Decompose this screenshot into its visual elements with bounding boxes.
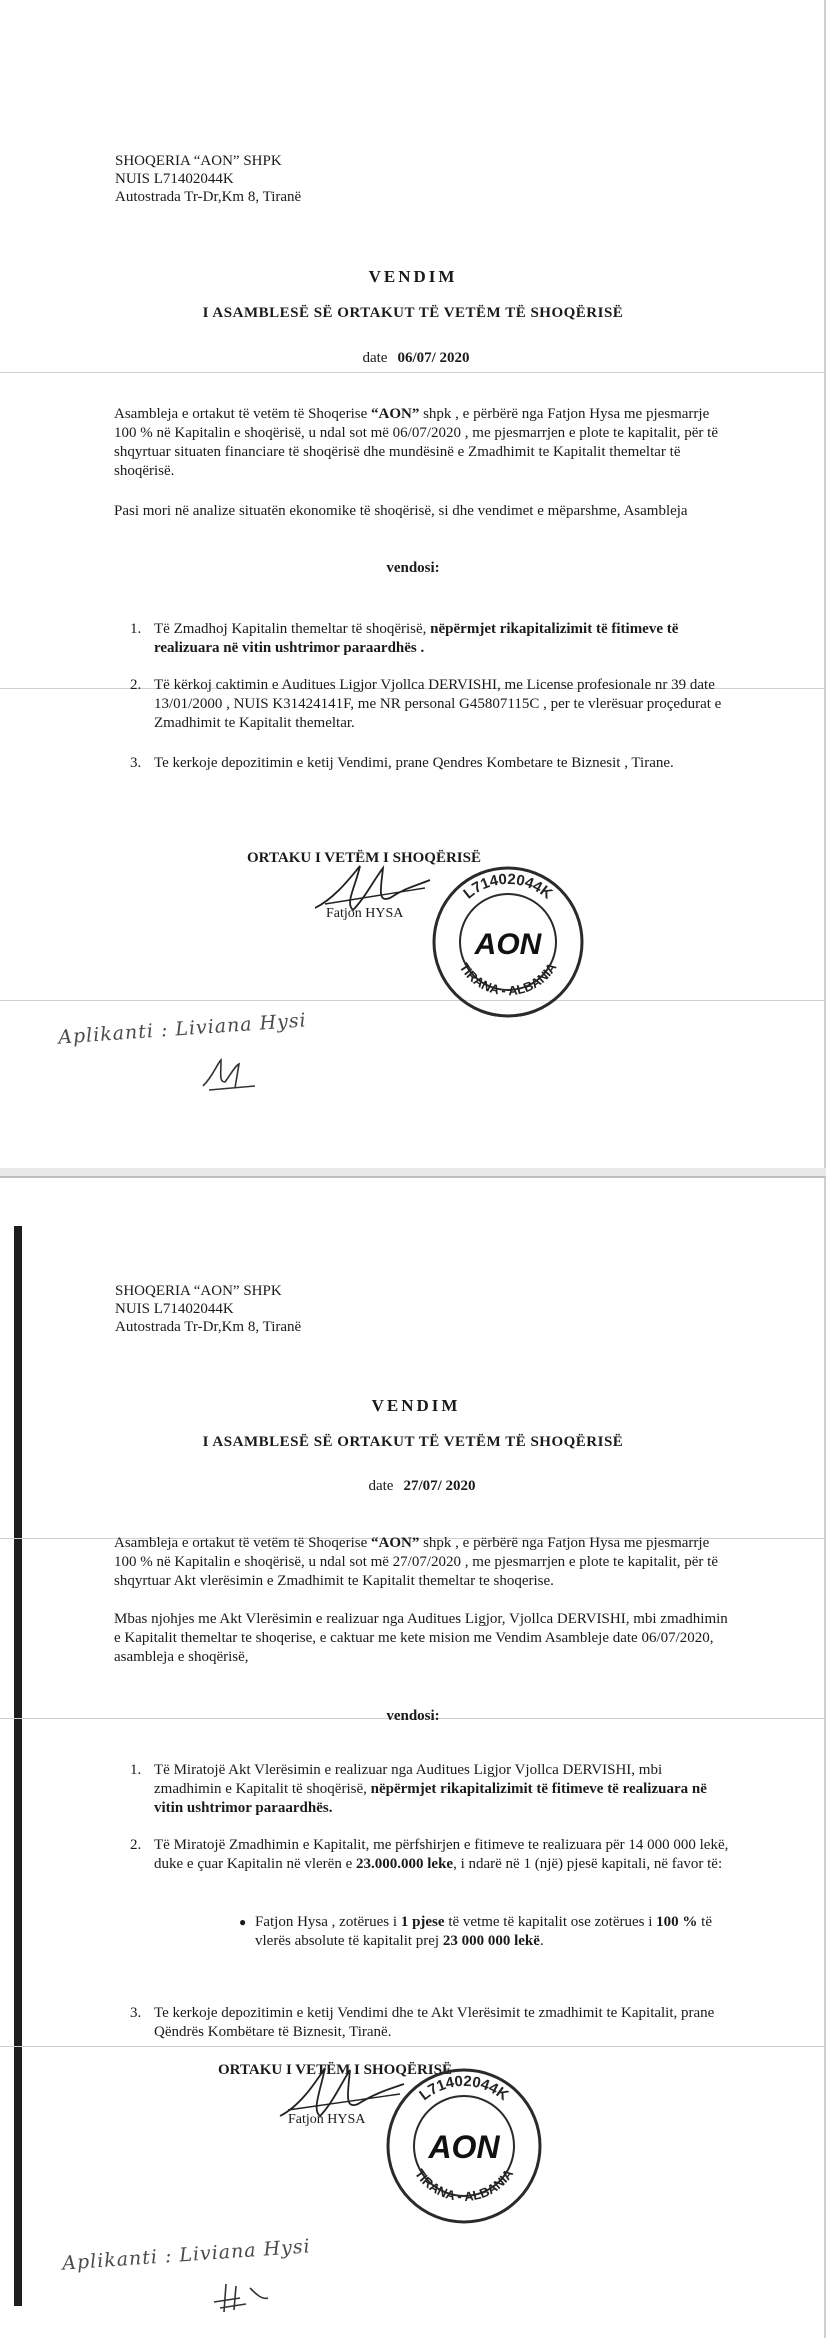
- item-number: 3.: [130, 2005, 142, 2021]
- decision-item-2: [130, 676, 730, 733]
- company-stamp: [382, 2064, 546, 2228]
- analysis-paragraph: Pasi mori në analize situatën ekonomike të shoqërisë, si dhe vendimet e mëparshme, Asambleja: [114, 503, 688, 519]
- intro-paragraph: [114, 1534, 734, 1591]
- decision-item-3: [130, 2004, 730, 2042]
- decision-item-3: [130, 754, 730, 773]
- item-text: Te kerkoje depozitimin e ketij Vendimi dhe te Akt Vlerësimit te zmadhimit te Kapitalit, prane Qëndrës Kombëtare të Biznesit, Tiranë.: [154, 2005, 715, 2040]
- item-number: 3.: [130, 755, 142, 771]
- item-number: 2.: [130, 677, 142, 693]
- item-number: 2.: [130, 1837, 142, 1853]
- bullet-text: Fatjon Hysa , zotërues i: [255, 1914, 401, 1930]
- item-number: 1.: [130, 1762, 142, 1778]
- bullet-text: të vetme të kapitalit ose zotërues i: [444, 1914, 657, 1930]
- item-text-cont: , i ndarë në 1 (një) pjesë kapitali, në favor të:: [453, 1856, 723, 1872]
- document-subtitle: I ASAMBLESË SË ORTAKUT TË VETËM TË SHOQËRISË: [202, 1434, 624, 1450]
- signature-title: ORTAKU I VETËM I SHOQËRISË: [247, 850, 481, 866]
- date-label: date: [362, 350, 388, 366]
- date-value: 06/07/ 2020: [397, 350, 470, 366]
- stamp-logo: AON: [428, 2129, 500, 2165]
- stamp-logo: AON: [474, 928, 542, 961]
- intro-text-cont: shpk , e përbërë nga Fatjon Hysa me pjesmarrje 100 % në Kapitalin e shoqërisë, u ndal sot më 06/07/2020 , me pjesmarrjen e plote te kapitalit, për të shqyrtuar situaten financiare të shoqërisë dhe mundësinë e Zmadhimit te Kapitalit themeltar të shoqërisë.: [114, 406, 719, 479]
- item-bold-text: 23.000.000 leke: [356, 1856, 454, 1872]
- scan-edge-shadow: [14, 1226, 22, 2306]
- item-bold-text: nëpërmjet rikapitalizimit të fitimeve të realizuara në vitin ushtrimor paraardhës .: [154, 621, 679, 656]
- document-date: [0, 350, 826, 367]
- company-nuis: NUIS L71402044K: [115, 1301, 234, 1317]
- signer-name: Fatjon HYSA: [326, 906, 404, 921]
- intro-paragraph: [114, 405, 734, 481]
- intro-text: Asambleja e ortakut të vetëm të Shoqerise: [114, 406, 371, 422]
- signature-title: ORTAKU I VETËM I SHOQËRISË: [218, 2062, 452, 2078]
- company-brand: “AON”: [371, 1535, 420, 1551]
- document-date: [0, 1478, 826, 1495]
- date-value: 27/07/ 2020: [403, 1478, 476, 1494]
- scan-line: [0, 1000, 826, 1001]
- intro-text-cont: shpk , e përbërë nga Fatjon Hysa me pjesmarrje 100 % në Kapitalin e shoqërisë, u ndal sot më 27/07/2020 , me pjesmarrjen e plote te kapitalit, për të shqyrtuar Akt vlerësimin e Zmadhimit te Kapitalit themeltar te shoqerise.: [114, 1535, 719, 1589]
- bullet-bold: 1 pjese: [400, 1914, 445, 1930]
- bullet-bold: 100 %: [656, 1914, 698, 1930]
- applicant-note: Aplikanti : Liviana Hysi: [57, 1009, 308, 1049]
- company-name: SHOQERIA “AON” SHPK: [115, 1283, 282, 1299]
- company-brand: “AON”: [371, 406, 420, 422]
- stamp-top-text: L71402044K: [416, 2072, 512, 2105]
- applicant-signature: [195, 1056, 265, 1096]
- page-separator: [0, 1168, 826, 1176]
- stamp-bottom-text: TIRANA - ALBANIA: [411, 2166, 517, 2205]
- item-text: Te kerkoje depozitimin e ketij Vendimi, prane Qendres Kombetare te Biznesit , Tirane.: [154, 755, 674, 771]
- scan-line: [0, 2046, 826, 2047]
- item-number: 1.: [130, 621, 142, 637]
- bullet-bold: 23 000 000 lekë: [442, 1933, 540, 1949]
- applicant-signature: [206, 2276, 276, 2316]
- company-header: [115, 1282, 301, 1336]
- document-page-1: [0, 0, 826, 1168]
- bullet-text: .: [539, 1933, 544, 1949]
- stamp-top-text: L71402044K: [460, 870, 556, 903]
- document-page-2: [0, 1176, 826, 2338]
- company-stamp: [428, 862, 588, 1022]
- scan-line: [0, 372, 826, 373]
- applicant-note: Aplikanti : Liviana Hysi: [61, 2235, 312, 2275]
- decision-item-2: [130, 1836, 730, 1874]
- bullet-text: të vlerës absolute të kapitalit prej: [255, 1914, 712, 1949]
- document-title: VENDIM: [371, 1396, 461, 1415]
- bullet-icon: ●: [239, 1915, 247, 1929]
- item-text: Të Zmadhoj Kapitalin themeltar të shoqërisë,: [154, 621, 431, 637]
- company-name: SHOQERIA “AON” SHPK: [115, 153, 282, 169]
- item-text: Të Miratojë Akt Vlerësimin e realizuar nga Auditues Ligjor Vjollca DERVISHI, mbi zmadhimin e Kapitalit të shoqërisë,: [154, 1762, 663, 1797]
- intro-paragraph-2: Mbas njohjes me Akt Vlerësimin e realizuar nga Auditues Ligjor, Vjollca DERVISHI, mbi zmadhimin e Kapitalit themeltar te shoqerise, e caktuar me kete mision me Vendim Asambleje date 06/07/2020, asambleja e shoqërisë,: [114, 1611, 728, 1665]
- decision-item-1: [130, 1761, 730, 1818]
- item-text: Të kërkoj caktimin e Auditues Ligjor Vjollca DERVISHI, me License profesionale nr 39 date 13/01/2000 , NUIS K31424141F, me NR personal G45807115C , per te vlerësuar proçedurat e Zmadhimit te Kapitalit themeltar.: [154, 677, 722, 731]
- intro-text: Asambleja e ortakut të vetëm të Shoqerise: [114, 1535, 371, 1551]
- item-text: Të Miratojë Zmadhimin e Kapitalit, me përfshirjen e fitimeve te realizuara për 14 000 000 lekë, duke e çuar Kapitalin në vlerën e: [154, 1837, 729, 1872]
- stamp-bottom-text: TIRANA - ALBANIA: [456, 960, 560, 999]
- company-nuis: NUIS L71402044K: [115, 171, 234, 187]
- company-address: Autostrada Tr-Dr,Km 8, Tiranë: [115, 1319, 302, 1335]
- shareholder-bullet: [239, 1913, 725, 1951]
- company-header: [115, 152, 301, 206]
- decides-heading: vendosi:: [386, 1708, 440, 1724]
- date-label: date: [368, 1478, 394, 1494]
- signer-name: Fatjon HYSA: [288, 2112, 366, 2127]
- decision-item-1: [130, 620, 730, 658]
- item-bold-text: nëpërmjet rikapitalizimit të fitimeve të realizuara në vitin ushtrimor paraardhës.: [154, 1781, 707, 1816]
- decides-heading: vendosi:: [386, 560, 440, 576]
- document-subtitle: I ASAMBLESË SË ORTAKUT TË VETËM TË SHOQËRISË: [202, 305, 624, 321]
- document-title: VENDIM: [368, 267, 458, 286]
- company-address: Autostrada Tr-Dr,Km 8, Tiranë: [115, 189, 302, 205]
